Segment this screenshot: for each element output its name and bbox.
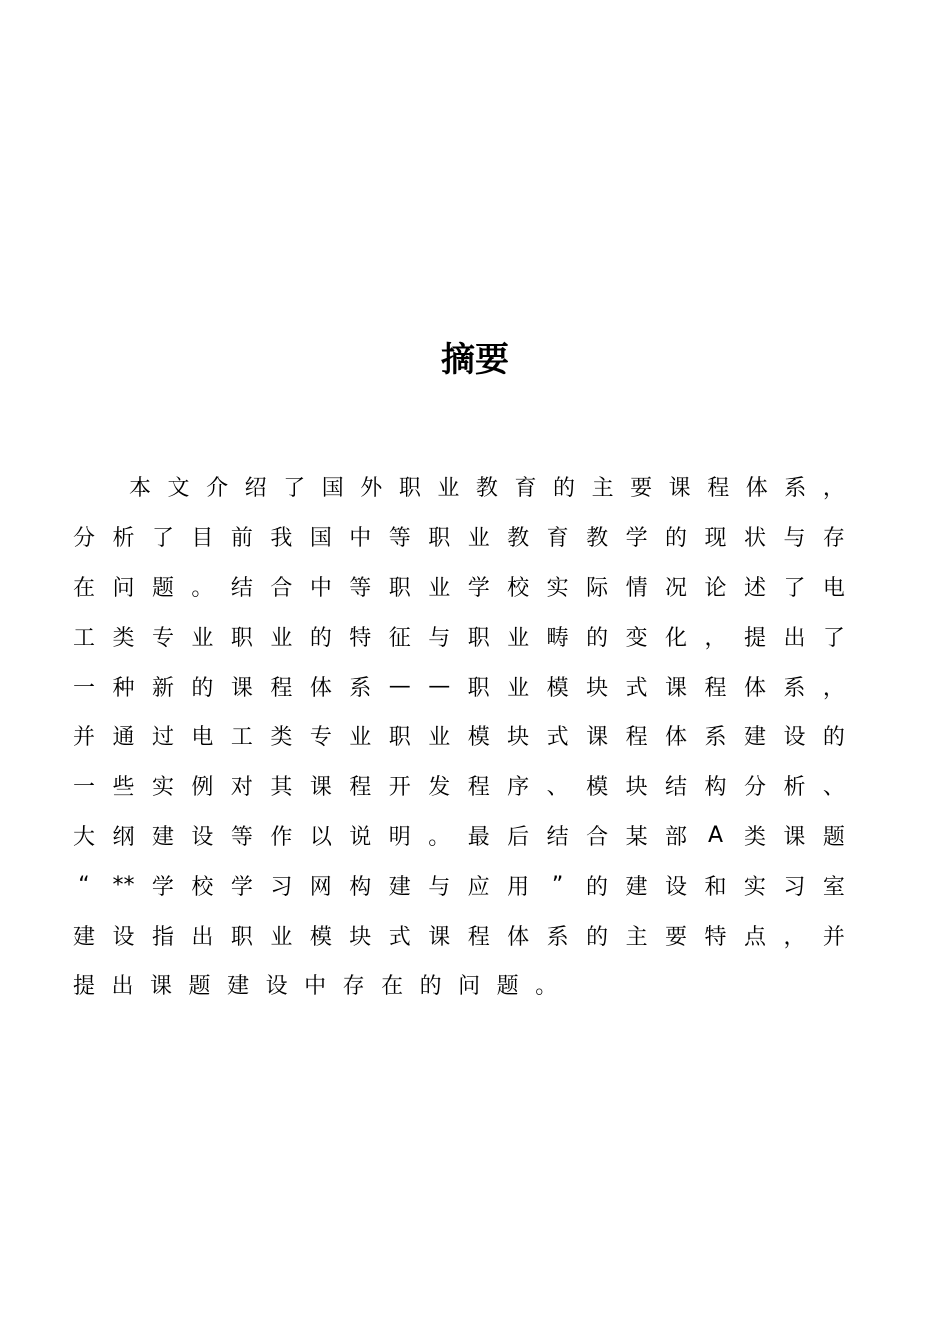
page-title: 摘要: [441, 340, 509, 380]
abstract-line: 本 文 介 绍 了 国 外 职 业 教 育 的 主 要 课 程 体 系 ，: [129, 476, 845, 502]
abstract-line: 建 设 指 出 职 业 模 块 式 课 程 体 系 的 主 要 特 点 ， 并: [73, 924, 845, 950]
abstract-line: 工 类 专 业 职 业 的 特 征 与 职 业 畴 的 变 化 ， 提 出 了: [73, 625, 845, 651]
abstract-line: 在 问 题 。 结 合 中 等 职 业 学 校 实 际 情 况 论 述 了 电: [73, 575, 845, 601]
abstract-line: 一 些 实 例 对 其 课 程 开 发 程 序 、 模 块 结 构 分 析 、: [73, 775, 845, 801]
abstract-body: [73, 462, 845, 1010]
abstract-line: 并 通 过 电 工 类 专 业 职 业 模 块 式 课 程 体 系 建 设 的: [73, 725, 845, 751]
abstract-line: 大 纲 建 设 等 作 以 说 明 。 最 后 结 合 某 部 A 类 课 题: [73, 822, 845, 850]
abstract-line: 一 种 新 的 课 程 体 系 — — 职 业 模 块 式 课 程 体 系 ，: [73, 673, 845, 701]
abstract-line: 分 析 了 目 前 我 国 中 等 职 业 教 育 教 学 的 现 状 与 存: [73, 526, 845, 552]
abstract-line: 提 出 课 题 建 设 中 存 在 的 问 题 。: [73, 974, 558, 1000]
abstract-line: “ ** 学 校 学 习 网 构 建 与 应 用 ” 的 建 设 和 实 习 室: [78, 872, 845, 900]
